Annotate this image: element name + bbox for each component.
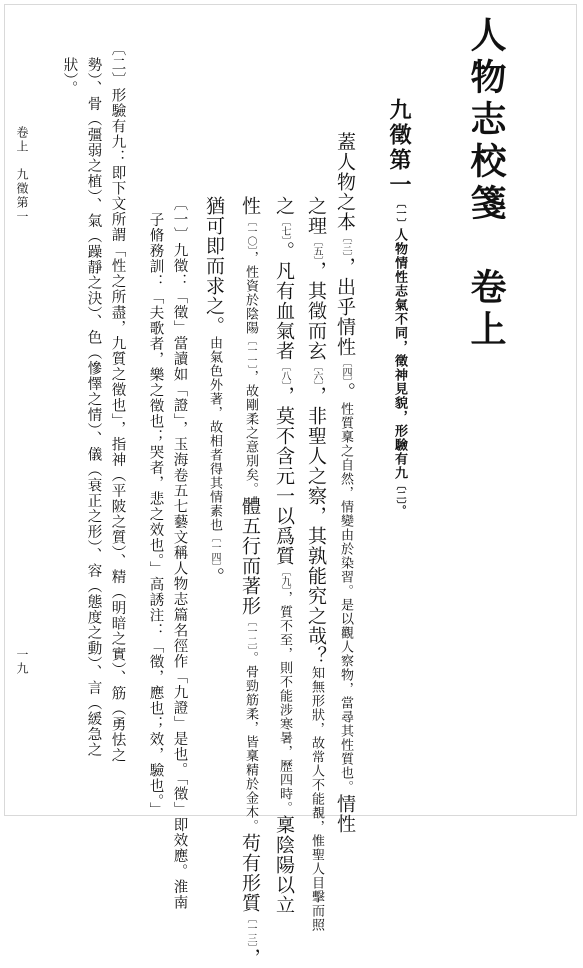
- book-title: 人物志校箋 卷上: [465, 16, 507, 352]
- inline-annotation: 由氣色外著，故相者得其情素也: [207, 336, 222, 532]
- main-text-line: 性〔一〇〕，性資於陰陽〔一一〕，故剛柔之意別矣。體五行而著形〔一二〕。骨勁筋柔，皆稟精於金木。苟有形質〔一三〕，: [239, 196, 261, 968]
- note-1-line-1: 〔一〕九徵：「徵」當讀如「證」，玉海卷五七藝文稱人物志篇名徑作「九證」是也。「徵」即效應。淮南: [171, 196, 188, 910]
- chapter-note: [392, 198, 407, 515]
- page-number: 一九: [15, 648, 29, 676]
- chapter-title: 九徵第一: [386, 98, 412, 198]
- main-text-line: 蓋人物之本〔三〕，出乎情性〔四〕。性質稟之自然，情變由於染習。是以觀人察物，當尋其性質也。情性: [334, 132, 356, 834]
- running-head: 卷上 九徵第一: [15, 126, 29, 224]
- note-2-line-3: 狀）。: [61, 57, 78, 97]
- inline-annotation: 性質稟之自然，情變由於染習。是以觀人察物，當尋其性質也。: [338, 402, 353, 794]
- note-number: 〔一〕: [171, 196, 188, 243]
- note-number: 〔二〕: [109, 41, 126, 88]
- chapter-note-text: 人物情性志氣不同，徵神見貌，形驗有九: [392, 228, 407, 480]
- main-text-line: 之理〔五〕，其徵而玄〔六〕，非聖人之察，其孰能究之哉？知無形狀，故常人不能覩，惟聖人目擊而照: [305, 196, 327, 932]
- chapter-note-ref: 〔一〕: [394, 198, 405, 228]
- inline-annotation: ，質不至，則不能涉寒暑，歷四時。: [277, 591, 292, 815]
- main-text-line: 猶可即而求之。由氣色外著，故相者得其情素也〔一四〕。: [203, 196, 225, 587]
- chapter-note-ref-2: 〔二〕。: [394, 480, 405, 515]
- note-2-line-1: 〔二〕形驗有九：即下文所謂「性之所盡，九質之徵也」，指神（平陂之質）、精（明暗之實）、筋（勇怯之: [109, 41, 126, 764]
- main-text-line: 之〔七〕。凡有血氣者〔八〕，莫不含元一以爲質〔九〕，質不至，則不能涉寒暑，歷四時。稟陰陽以立: [273, 196, 295, 915]
- note-1-line-2: 子脩務訓：「夫歌者，樂之徵也；哭者，悲之效也。」高誘注：「徵，應也；效，驗也。」: [147, 212, 164, 818]
- inline-annotation: 知無形狀，故常人不能覩，惟聖人目擊而照: [309, 666, 324, 932]
- chapter-heading: [388, 98, 410, 515]
- note-2-line-2: 勢）、骨（彊弱之植）、氣（躁靜之決）、色（慘懌之情）、儀（衰正之形）、容（態度之動）、言（緩急之: [85, 57, 102, 758]
